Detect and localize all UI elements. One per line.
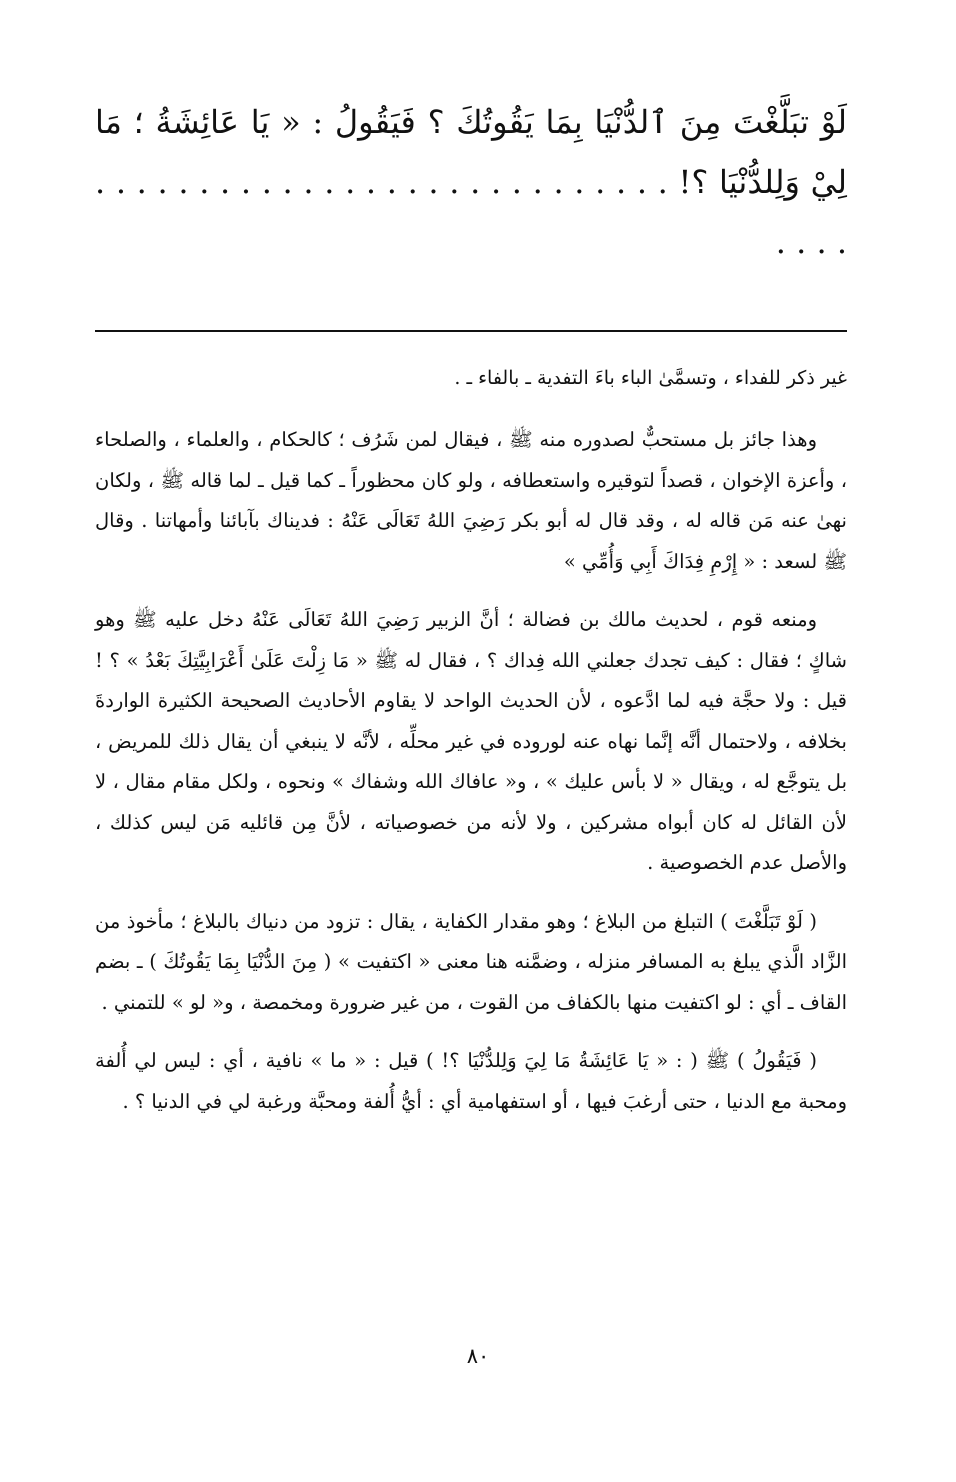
commentary-paragraph: ( لَوْ تَبَلَّغْتَ ) التبلغ من البلاغ ؛ وهو مقدار الكفاية ، يقال : تزود من دنياك بالبلاغ ؛ مأخوذ من الزَّاد الَّذي يبلغ به المسافر منزله ، وضمَّنه هنا معنى « اكتفيت » ( مِنَ الدُّنْيَا بِمَا يَقُوتُكَ ) ـ بضم القاف ـ أي : لو اكتفيت منها بالكفاف من القوت ، من غير ضرورة ومخمصة ، و« لو » للتمني . — [95, 909, 847, 1014]
commentary-paragraph: وهذا جائز بل مستحبٌّ لصدوره منه ﷺ ، فيقال لمن شَرُف ؛ كالحكام ، والعلماء ، والصلحاء ، وأعزة الإخوان ، قصداً لتوقيره واستعطافه ، ولو كان محظوراً ـ كما قيل ـ لما قاله ﷺ ، ولكان نهىٰ عنه مَن قاله له ، وقد قال له أبو بكر رَضِيَ اللهُ تَعَالَى عَنْهُ : فديناك بآبائنا وأمهاتنا . وقال ﷺ لسعد : « إِرْمِ فِدَاكَ أَبِي وَأُمِّي » — [95, 428, 847, 573]
page-number: ٨٠ — [466, 1344, 490, 1368]
commentary-paragraph: ومنعه قوم ، لحديث مالك بن فضالة ؛ أنَّ الزبير رَضِيَ اللهُ تَعَالَى عَنْهُ دخل عليه ﷺ وهو شاكٍ ؛ فقال : كيف تجدك جعلني الله فِداك ؟ ، فقال له ﷺ « مَا زِلْتَ عَلَىٰ أَعْرَابِيَّتِكَ بَعْدُ » ؟ ! قيل : ولا حجَّة فيه لما ادَّعوه ، لأن الحديث الواحد لا يقاوم الأحاديث الصحيحة الكثيرة الواردةَ بخلافه ، ولاحتمال أنَّه إنَّما نهاه عنه لوروده في غير محلِّه ، لأنَّه لا ينبغي أن يقال ذلك للمريض ، بل يتوجَّع له ، ويقال « لا بأس عليك » ، و« عافاك الله وشفاك » ونحوه ، ولكل مقام مقال ، لا لأن القائل له كان أبواه مشركين ، ولا لأنه من خصوصياته ، لأنَّ مِن قائليه مَن ليس كذلك ، والأصل عدم الخصوصية . — [95, 608, 847, 874]
footnote-separator — [95, 330, 847, 332]
hadith-text: لَوْ تبَلَّغْتَ مِنَ ٱلدُّنْيَا بِمَا يَقُوتُكَ ؟ فَيَقُولُ : « يَا عَائِشَةُ ؛ مَا لِيْ وَلِلدُّنْيَا ؟! — [95, 103, 848, 201]
commentary-paragraph: ( فَيَقُولُ ) ﷺ ( : « يَا عَائِشَةُ مَا لِيَ وَلِلدُّنْيَا ؟! ) قيل : « ما » نافية ، أي : ليس لي أُلفة ومحبة مع الدنيا ، حتى أرغبَ فيها ، أو استفهامية أي : أيُّ أُلفة ومحبَّة ورغبة لي في الدنيا ؟ . — [95, 1049, 847, 1113]
footnote-continuation: غير ذكر للفداء ، وتسمَّىٰ الباء باءَ التفدية ـ بالفاء ـ . — [454, 367, 847, 389]
hadith-text-block — [95, 92, 847, 272]
hadith-ellipsis: . . . . . . . . . . . . . . . . . . . . . . . . . . . . . . . . — [95, 163, 847, 261]
page-body — [95, 92, 847, 1140]
